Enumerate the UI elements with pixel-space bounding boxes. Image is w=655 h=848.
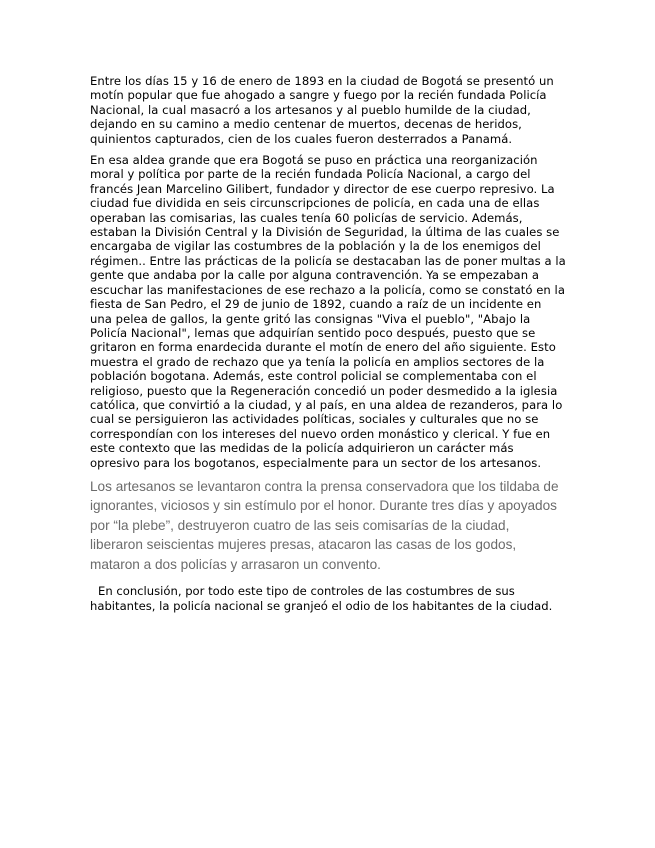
- paragraph-intro: Entre los días 15 y 16 de enero de 1893 en la ciudad de Bogotá se presentó un motín popular que fue ahogado a sangre y fuego por la recién fundada Policía Nacional, la cual masacró a los artesanos y al pueblo humilde de la ciudad, dejando en su camino a medio centenar de muertos, decenas de heridos, quinientos capturados, cien de los cuales fueron desterrados a Panamá.: [90, 74, 554, 146]
- quote-paragraph: Los artesanos se levantaron contra la prensa conservadora que los tildaba de ignorantes, viciosos y sin estímulo por el honor. Durante tres días y apoyados por “la plebe”, destruyeron cuatro de las seis comisarías de la ciudad, liberaron seiscientas mujeres presas, atacaron las casas de los godos, mataron a dos policías y arrasaron un convento.: [90, 478, 559, 572]
- paragraph-main: En esa aldea grande que era Bogotá se puso en práctica una reorganización moral y política por parte de la recién fundada Policía Nacional, a cargo del francés Jean Marcelino Gilibert, fundador y director de ese cuerpo represivo. La ciudad fue dividida en seis circunscripciones de policía, en cada una de ellas operaban las comisarias, las cuales tenía 60 policías de servicio. Además, estaban la División Central y la División de Seguridad, la última de las cuales se encargaba de vigilar las costumbres de la población y la de los enemigos del régimen.. Entre las prácticas de la policía se destacaban las de poner multas a la gente que andaba por la calle por alguna contravención. Ya se empezaban a escuchar las manifestaciones de ese rechazo a la policía, como se constató en la fiesta de San Pedro, el 29 de junio de 1892, cuando a raíz de un incidente en una pelea de gallos, la gente gritó las consignas "Viva el pueblo", "Abajo la Policía Nacional", lemas que adquirían sentido poco después, puesto que se gritaron en forma enardecida durante el motín de enero del año siguiente. Esto muestra el grado de rechazo que ya tenía la policía en amplios sectores de la población bogotana. Además, este control policial se complementaba con el religioso, puesto que la Regeneración concedió un poder desmedido a la iglesia católica, que convirtió a la ciudad, y al país, en una aldea de rezanderos, para lo cual se persiguieron las actividades políticas, sociales y culturales que no se correspondían con los intereses del nuevo orden monástico y clerical. Y fue en este contexto que las medidas de la policía adquirieron un carácter más opresivo para los bogotanos, especialmente para un sector de los artesanos.: [90, 153, 566, 470]
- paragraph-conclusion: En conclusión, por todo este tipo de controles de las costumbres de sus habitantes, la policía nacional se granjeó el odio de los habitantes de la ciudad.: [90, 584, 553, 613]
- document-body: [90, 74, 566, 613]
